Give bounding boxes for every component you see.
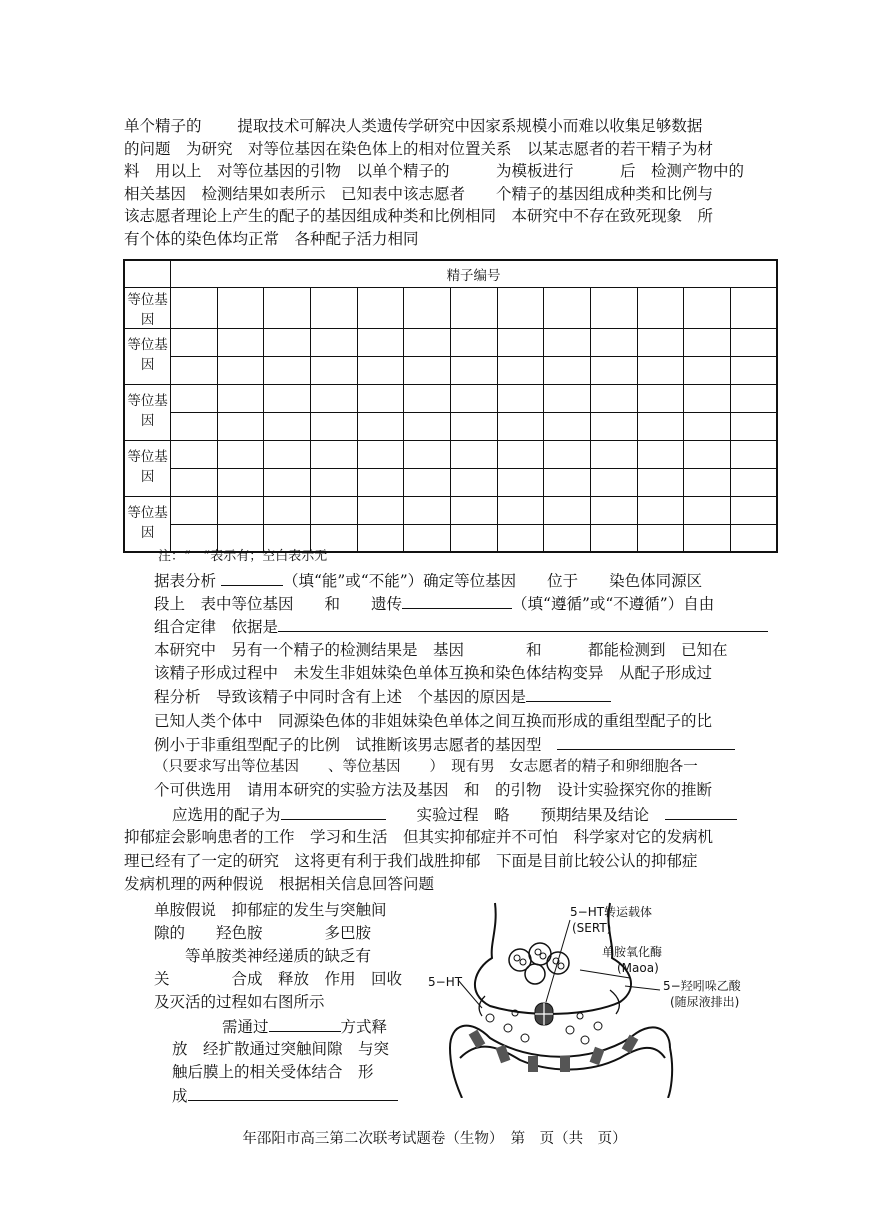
q3-line1: 已知人类个体中 同源染色体的非姐妹染色单体之间互换而形成的重组型配子的比 (154, 712, 713, 730)
label-5hiaa-note: (随尿液排出) (670, 995, 740, 1009)
label-5hiaa: 5−羟吲哚乙酸 (663, 979, 741, 993)
table-note: 注：“ ”表示有；空白表示无 (158, 549, 328, 564)
q2-line1: 本研究中 另有一个精子的检测结果是 基因 和 都能检测到 已知在 (154, 641, 728, 659)
q5-line2: 隙的 羟色胺 多巴胺 (154, 924, 372, 942)
sperm-gene-table (123, 259, 778, 553)
intro-line: 有个体的染色体均正常 各种配子活力相同 (124, 229, 419, 248)
q5-line6: 需通过 方式释 (222, 1015, 387, 1039)
table-header-sperm-number: 精子编号 (171, 260, 777, 287)
q1-line1: 据表分析 （填“能”或“不能”）确定等位基因 位于 染色体同源区 (154, 569, 702, 593)
row-label: 等位基因 (124, 328, 171, 384)
intro-line: 单个精子的 提取技术可解决人类遗传学研究中因家系规模小而难以收集足够数据 (124, 117, 703, 135)
label-sert: 5−HT转运载体 (570, 905, 653, 919)
answer-blank[interactable] (665, 803, 737, 820)
q2-line3: 程分析 导致该精子中同时含有上述 个基因的原因是 (154, 685, 611, 709)
answer-blank[interactable] (526, 685, 611, 702)
q5-line1: 单胺假说 抑郁症的发生与突触间 (154, 901, 387, 919)
answer-blank[interactable] (281, 803, 386, 820)
label-maoa-abbr: (Maoa) (617, 961, 659, 975)
answer-blank[interactable] (269, 1015, 341, 1032)
label-maoa: 单胺氧化酶 (602, 945, 663, 959)
intro-line: 相关基因 检测结果如表所示 已知表中该志愿者 个精子的基因组成种类和比例与 (124, 184, 714, 203)
row-label: 等位基因 (124, 287, 171, 328)
q5-line3: 等单胺类神经递质的缺乏有 (154, 947, 372, 965)
table-corner-cell (124, 260, 171, 287)
q1-line3: 组合定律 依据是 (154, 615, 768, 639)
intro-line: 的问题 为研究 对等位基因在染色体上的相对位置关系 以某志愿者的若干精子为材 (124, 139, 714, 158)
page-footer: 年邵阳市高三第二次联考试题卷（生物） 第 页（共 页） (242, 1131, 627, 1147)
q3-line2: 例小于非重组型配子的比例 试推断该男志愿者的基因型 (154, 733, 735, 757)
q5-line8: 触后膜上的相关受体结合 形 (172, 1063, 374, 1081)
q3-line3: （只要求写出等位基因 、等位基因 ） 现有男 女志愿者的精子和卵细胞各一 (154, 759, 698, 775)
answer-blank[interactable] (278, 615, 768, 632)
intro-line: 该志愿者理论上产生的配子的基因组成种类和比例相同 本研究中不存在致死现象 所 (124, 207, 714, 225)
synapse-diagram (420, 898, 790, 1098)
row-label: 等位基因 (124, 496, 171, 552)
label-5ht: 5−HT (428, 975, 463, 989)
q4-line3: 发病机理的两种假说 根据相关信息回答问题 (124, 875, 435, 893)
q5-line4: 关 合成 释放 作用 回收 (154, 970, 403, 988)
q1-line2: 段上 表中等位基因 和 遗传 （填“遵循”或“不遵循”）自由 (154, 592, 714, 616)
answer-blank[interactable] (557, 733, 735, 750)
row-label: 等位基因 (124, 384, 171, 440)
q5-line9: 成 (172, 1084, 398, 1108)
q4-line2: 理已经有了一定的研究 这将更有利于我们战胜抑郁 下面是目前比较公认的抑郁症 (124, 852, 698, 870)
q2-line2: 该精子形成过程中 未发生非姐妹染色单体互换和染色体结构变异 从配子形成过 (154, 664, 713, 682)
q5-line5: 及灭活的过程如右图所示 (154, 993, 325, 1011)
q3-line4: 个可供选用 请用本研究的实验方法及基因 和 的引物 设计实验探究你的推断 (154, 781, 713, 799)
answer-blank[interactable] (188, 1084, 398, 1101)
label-sert-abbr: (SERT) (572, 921, 612, 935)
intro-line: 料 用以上 对等位基因的引物 以单个精子的 为模板进行 后 检测产物中的 (124, 162, 745, 180)
q4-line1: 抑郁症会影响患者的工作 学习和生活 但其实抑郁症并不可怕 科学家对它的发病机 (124, 828, 714, 846)
answer-blank[interactable] (402, 592, 512, 609)
q5-line7: 放 经扩散通过突触间隙 与突 (172, 1040, 390, 1058)
answer-blank[interactable] (221, 569, 283, 586)
q3-line5: 应选用的配子为 实验过程 略 预期结果及结论 (172, 803, 737, 827)
row-label: 等位基因 (124, 440, 171, 496)
intro-paragraph (124, 115, 778, 250)
